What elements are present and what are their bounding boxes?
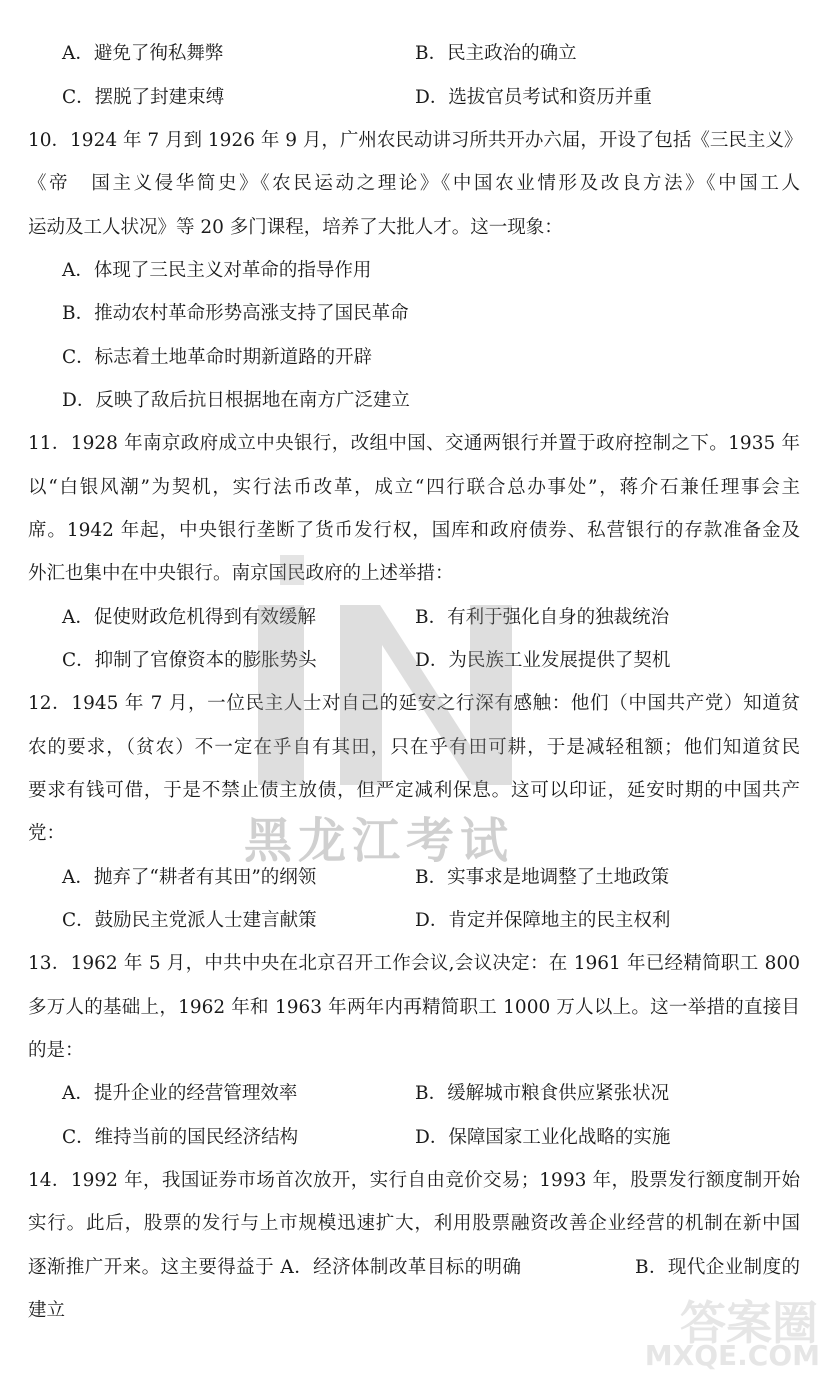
q13-option-d: D．保障国家工业化战略的实施 bbox=[415, 1127, 671, 1148]
q10-stem-line-2: 《帝 国主义侵华简史》《农民运动之理论》《中国农业情形及改良方法》《中国工人 bbox=[28, 173, 800, 194]
q12-option-d: D．肯定并保障地主的民主权利 bbox=[415, 910, 671, 931]
q9-option-b: B．民主政治的确立 bbox=[415, 43, 577, 64]
q9-option-d: D．选拔官员考试和资历并重 bbox=[415, 87, 652, 108]
q12-stem-line-2: 农的要求，（贫农）不一定在乎自有其田，只在乎有田可耕，于是减轻租额；他们知道贫民 bbox=[28, 737, 800, 758]
q12-option-a: A．抛弃了“耕者有其田”的纲领 bbox=[62, 867, 317, 888]
q13-stem-line-3: 的是： bbox=[28, 1040, 84, 1061]
q11-stem-line-4: 外汇也集中在中央银行。南京国民政府的上述举措： bbox=[28, 563, 454, 584]
q12-option-b: B．实事求是地调整了土地政策 bbox=[415, 867, 670, 888]
q14-stem-line-1: 14．1992 年，我国证券市场首次放开，实行自由竞价交易；1993 年，股票发行额度制开始 bbox=[28, 1170, 800, 1191]
q11-stem-line-1: 11．1928 年南京政府成立中央银行，改组中国、交通两银行并置于政府控制之下。1935 年 bbox=[28, 433, 800, 454]
q12-stem-line-4: 党： bbox=[28, 823, 66, 844]
q10-option-d: D．反映了敌后抗日根据地在南方广泛建立 bbox=[62, 390, 410, 411]
q14-stem-line-3: 逐渐推广开来。这主要得益于 A．经济体制改革目标的明确 B．现代企业制度的 bbox=[28, 1257, 800, 1278]
q10-stem-line-1: 10．1924 年 7 月到 1926 年 9 月，广州农民动讲习所共开办六届，开设了包括《三民主义》 bbox=[28, 130, 803, 151]
q11-option-c: C．抑制了官僚资本的膨胀势头 bbox=[62, 650, 317, 671]
corner-watermark-url: MXQE.COM bbox=[644, 1339, 820, 1372]
q11-stem-line-3: 席。1942 年起，中央银行垄断了货币发行权，国库和政府债券、私营银行的存款准备金及 bbox=[28, 520, 800, 541]
q10-option-a: A．体现了三民主义对革命的指导作用 bbox=[62, 260, 372, 281]
q11-option-d: D．为民族工业发展提供了契机 bbox=[415, 650, 671, 671]
q9-option-a: A．避免了徇私舞弊 bbox=[62, 43, 224, 64]
q10-option-b: B．推动农村革命形势高涨支持了国民革命 bbox=[62, 303, 409, 324]
q13-option-b: B．缓解城市粮食供应紧张状况 bbox=[415, 1083, 670, 1104]
watermark-text: 黑龙江考试 bbox=[244, 813, 515, 869]
q11-option-a: A．促使财政危机得到有效缓解 bbox=[62, 607, 316, 628]
q12-option-c: C．鼓励民主党派人士建言献策 bbox=[62, 910, 317, 931]
q11-option-b: B．有利于强化自身的独裁统治 bbox=[415, 607, 670, 628]
corner-watermark-title: 答案圈 bbox=[680, 1296, 818, 1350]
q13-stem-line-1: 13．1962 年 5 月，中共中央在北京召开工作会议,会议决定：在 1961 年已经精简职工 800 bbox=[28, 953, 800, 974]
q14-stem-line-2: 实行。此后，股票的发行与上市规模迅速扩大，利用股票融资改善企业经营的机制在新中国 bbox=[28, 1213, 800, 1234]
q10-stem-line-3: 运动及工人状况》等 20 多门课程，培养了大批人才。这一现象： bbox=[28, 217, 563, 238]
q12-stem-line-3: 要求有钱可借，于是不禁止债主放债，但严定减利保息。这可以印证，延安时期的中国共产 bbox=[28, 780, 800, 801]
q13-option-c: C．维持当前的国民经济结构 bbox=[62, 1127, 299, 1148]
corner-watermark-logo bbox=[630, 1285, 830, 1380]
q12-stem-line-1: 12．1945 年 7 月，一位民主人士对自己的延安之行深有感触：他们（中国共产党）知道贫 bbox=[28, 693, 800, 714]
q11-stem-line-2: 以“白银风潮”为契机，实行法币改革，成立“四行联合总办事处”，蒋介石兼任理事会主 bbox=[28, 477, 800, 498]
q13-option-a: A．提升企业的经营管理效率 bbox=[62, 1083, 298, 1104]
q10-option-c: C．标志着土地革命时期新道路的开辟 bbox=[62, 347, 373, 368]
q9-option-c: C．摆脱了封建束缚 bbox=[62, 87, 225, 108]
q13-stem-line-2: 多万人的基础上，1962 年和 1963 年两年内再精简职工 1000 万人以上。这一举措的直接目 bbox=[28, 997, 800, 1018]
q14-stem-line-4: 建立 bbox=[28, 1300, 66, 1321]
